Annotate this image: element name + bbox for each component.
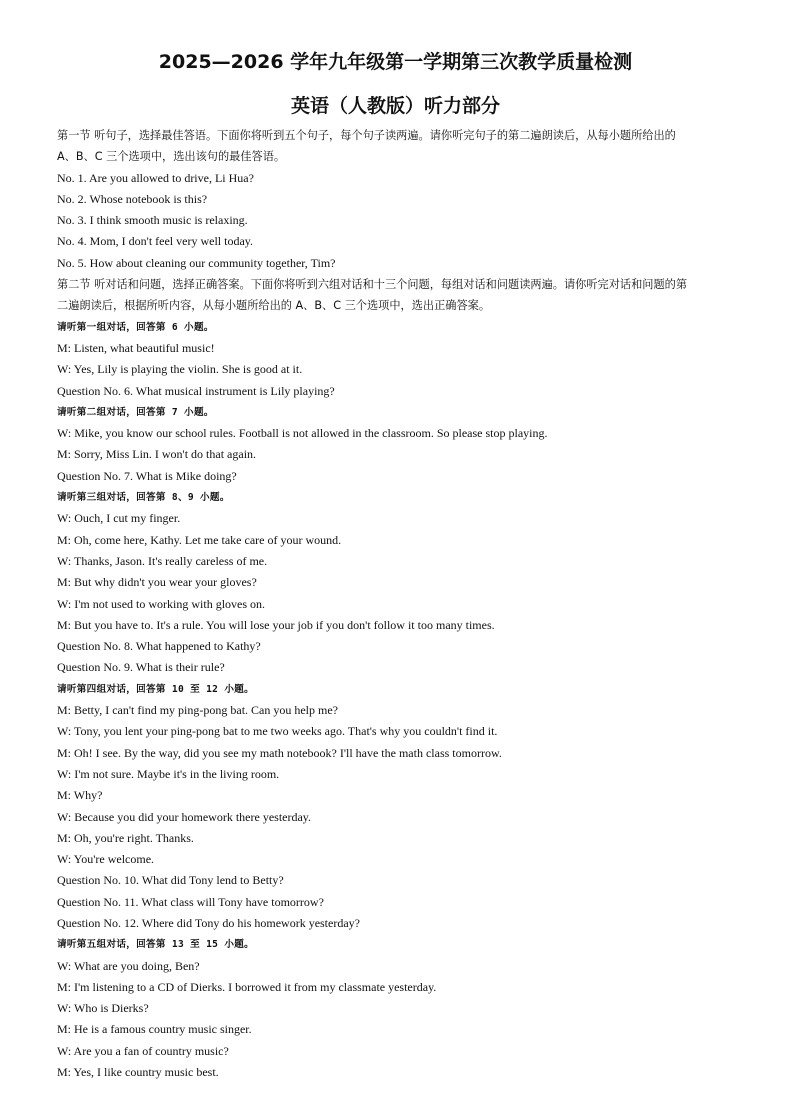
dialogue-line: M: He is a famous country music singer. [57,1022,252,1037]
dialogue-question: Question No. 12. Where did Tony do his homework yesterday? [57,915,360,930]
section1-instruction: 第一节 听句子，选择最佳答语。下面你将听到五个句子，每个句子读两遍。请你听完句子的第二遍朗读后，从每小题所给出的 [57,129,676,142]
dialogue-line: W: Tony, you lent your ping-pong bat to me two weeks ago. That's why you couldn't find it. [57,724,498,739]
dialogue-line: W: I'm not sure. Maybe it's in the living room. [57,766,280,781]
dialogue-line: M: But you have to. It's a rule. You will lose your job if you don't follow it too many times. [57,617,495,632]
dialogue-line: M: Oh, come here, Kathy. Let me take care of your wound. [57,532,342,547]
dialogue-line: M: But why didn't you wear your gloves? [57,575,257,590]
dialogue-line: M: I'm listening to a CD of Dierks. I borrowed it from my classmate yesterday. [57,979,437,994]
section2-instruction-cont: 二遍朗读后，根据所听内容，从每小题所给出的 A、B、C 三个选项中，选出正确答案。 [57,299,491,313]
dialogue-line: W: I'm not used to working with gloves on. [57,596,266,611]
dialogue-line: W: What are you doing, Ben? [57,958,200,973]
dialogue-line: W: Mike, you know our school rules. Football is not allowed in the classroom. So please stop playing. [57,426,548,441]
dialogue-line: W: Yes, Lily is playing the violin. She is good at it. [57,362,303,377]
page-title: 2025—2026 学年九年级第一学期第三次教学质量检测 [158,51,633,73]
dialogue-question: Question No. 7. What is Mike doing? [57,468,237,483]
dialogue-question: Question No. 6. What musical instrument is Lily playing? [57,383,335,398]
question-item: No. 5. How about cleaning our community together, Tim? [57,255,336,270]
dialogue-group-note: 请听第二组对话，回答第 7 小题。 [57,406,214,418]
dialogue-line: M: Yes, I like country music best. [57,1065,219,1080]
dialogue-line: M: Oh! I see. By the way, did you see my math notebook? I'll have the math class tomorrow. [57,745,502,760]
dialogue-line: M: Sorry, Miss Lin. I won't do that again. [57,447,257,462]
dialogue-question: Question No. 9. What is their rule? [57,660,225,675]
dialogue-line: W: Thanks, Jason. It's really careless of me. [57,553,268,568]
dialogue-group-note: 请听第四组对话，回答第 10 至 12 小题。 [57,683,255,695]
section2-instruction: 第二节 听对话和问题，选择正确答案。下面你将听到六组对话和十三个问题，每组对话和问题读两遍。请你听完对话和问题的第 [57,278,688,292]
dialogue-question: Question No. 8. What happened to Kathy? [57,639,261,654]
question-item: No. 4. Mom, I don't feel very well today. [57,234,254,249]
dialogue-line: W: Are you a fan of country music? [57,1043,229,1058]
dialogue-group-note: 请听第三组对话，回答第 8、9 小题。 [57,492,230,504]
dialogue-question: Question No. 11. What class will Tony have tomorrow? [57,894,324,909]
dialogue-line: M: Listen, what beautiful music! [57,340,215,355]
question-item: No. 3. I think smooth music is relaxing. [57,213,248,228]
dialogue-line: W: Because you did your homework there yesterday. [57,809,312,824]
dialogue-line: M: Betty, I can't find my ping-pong bat. Can you help me? [57,703,338,718]
dialogue-group-note: 请听第五组对话，回答第 13 至 15 小题。 [57,939,255,951]
dialogue-question: Question No. 10. What did Tony lend to Betty? [57,873,284,888]
dialogue-group-note: 请听第一组对话，回答第 6 小题。 [57,321,214,333]
section1-instruction-cont: A、B、C 三个选项中，选出该句的最佳答语。 [57,150,286,164]
dialogue-line: M: Oh, you're right. Thanks. [57,830,194,845]
page-subtitle: 英语（人教版）听力部分 [290,95,500,117]
dialogue-line: W: Ouch, I cut my finger. [57,511,181,526]
dialogue-line: W: You're welcome. [57,852,155,867]
question-item: No. 1. Are you allowed to drive, Li Hua? [57,170,254,185]
dialogue-line: W: Who is Dierks? [57,1001,149,1016]
dialogue-line: M: Why? [57,788,103,803]
question-item: No. 2. Whose notebook is this? [57,191,208,206]
